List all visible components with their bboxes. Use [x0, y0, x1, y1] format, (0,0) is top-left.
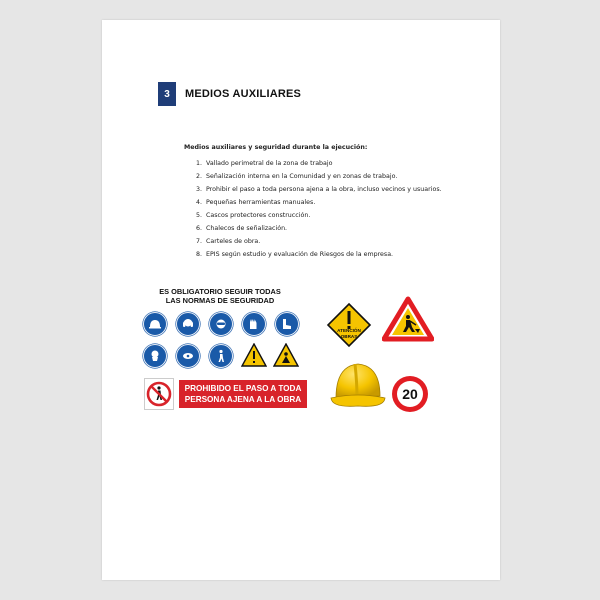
- ear-protection-icon: [176, 312, 200, 336]
- content-subtitle: Medios auxiliares y seguridad durante la ejecución:: [184, 144, 368, 151]
- section-title: MEDIOS AUXILIARES: [185, 88, 302, 100]
- hard-hat-icon: [328, 352, 386, 416]
- mask-icon: [143, 344, 167, 368]
- pedestrian-icon: [209, 344, 233, 368]
- speed-limit-sign: [392, 376, 428, 412]
- construction-signs: [326, 292, 446, 427]
- goggles-icon: [209, 312, 233, 336]
- no-entry-sign: [144, 378, 174, 410]
- signs-title-line1: ES OBLIGATORIO SEGUIR TODAS: [159, 287, 281, 296]
- section-header: [158, 82, 301, 106]
- warning-text-line1: ATENCIÓN: [337, 328, 361, 333]
- banner-line1: PROHIBIDO EL PASO A TODA: [184, 384, 302, 393]
- safety-signs-panel: [127, 288, 337, 413]
- list-item: 5. Cascos protectores construcción.: [196, 212, 311, 219]
- signs-title-line2: LAS NORMAS DE SEGURIDAD: [165, 295, 275, 305]
- helmet-icon: [143, 312, 167, 336]
- face-shield-icon: [176, 344, 200, 368]
- fall-hazard-icon: [273, 343, 299, 367]
- list-item: 7. Carteles de obra.: [196, 238, 261, 245]
- no-pedestrian-icon: [145, 379, 173, 409]
- list-item: 3. Prohibir el paso a toda persona ajena a la obra, incluso vecinos y usuarios.: [196, 186, 442, 193]
- list-item: 4. Pequeñas herramientas manuales.: [196, 199, 316, 206]
- list-item: 2. Señalización interna en la Comunidad y en zonas de trabajo.: [196, 173, 398, 180]
- warning-danger-icon: [241, 343, 267, 367]
- list-item: 1. Vallado perimetral de la zona de trabajo: [196, 160, 333, 167]
- banner-line2: PERSONA AJENA A LA OBRA: [184, 395, 302, 404]
- warning-text-line2: OBRAS: [340, 333, 358, 339]
- attention-works-diamond-icon: [326, 302, 372, 348]
- list-item: 8. EPIS según estudio y evaluación de Riesgos de la empresa.: [196, 251, 394, 258]
- section-number-badge: 3: [158, 82, 176, 106]
- document-page: [102, 20, 500, 580]
- road-works-icon: [382, 296, 434, 342]
- speed-limit-value: 20: [397, 381, 423, 407]
- aux-list: [196, 157, 442, 261]
- prohibited-banner: [179, 380, 307, 408]
- boots-icon: [275, 312, 299, 336]
- list-item: 6. Chalecos de señalización.: [196, 225, 288, 232]
- gloves-icon: [242, 312, 266, 336]
